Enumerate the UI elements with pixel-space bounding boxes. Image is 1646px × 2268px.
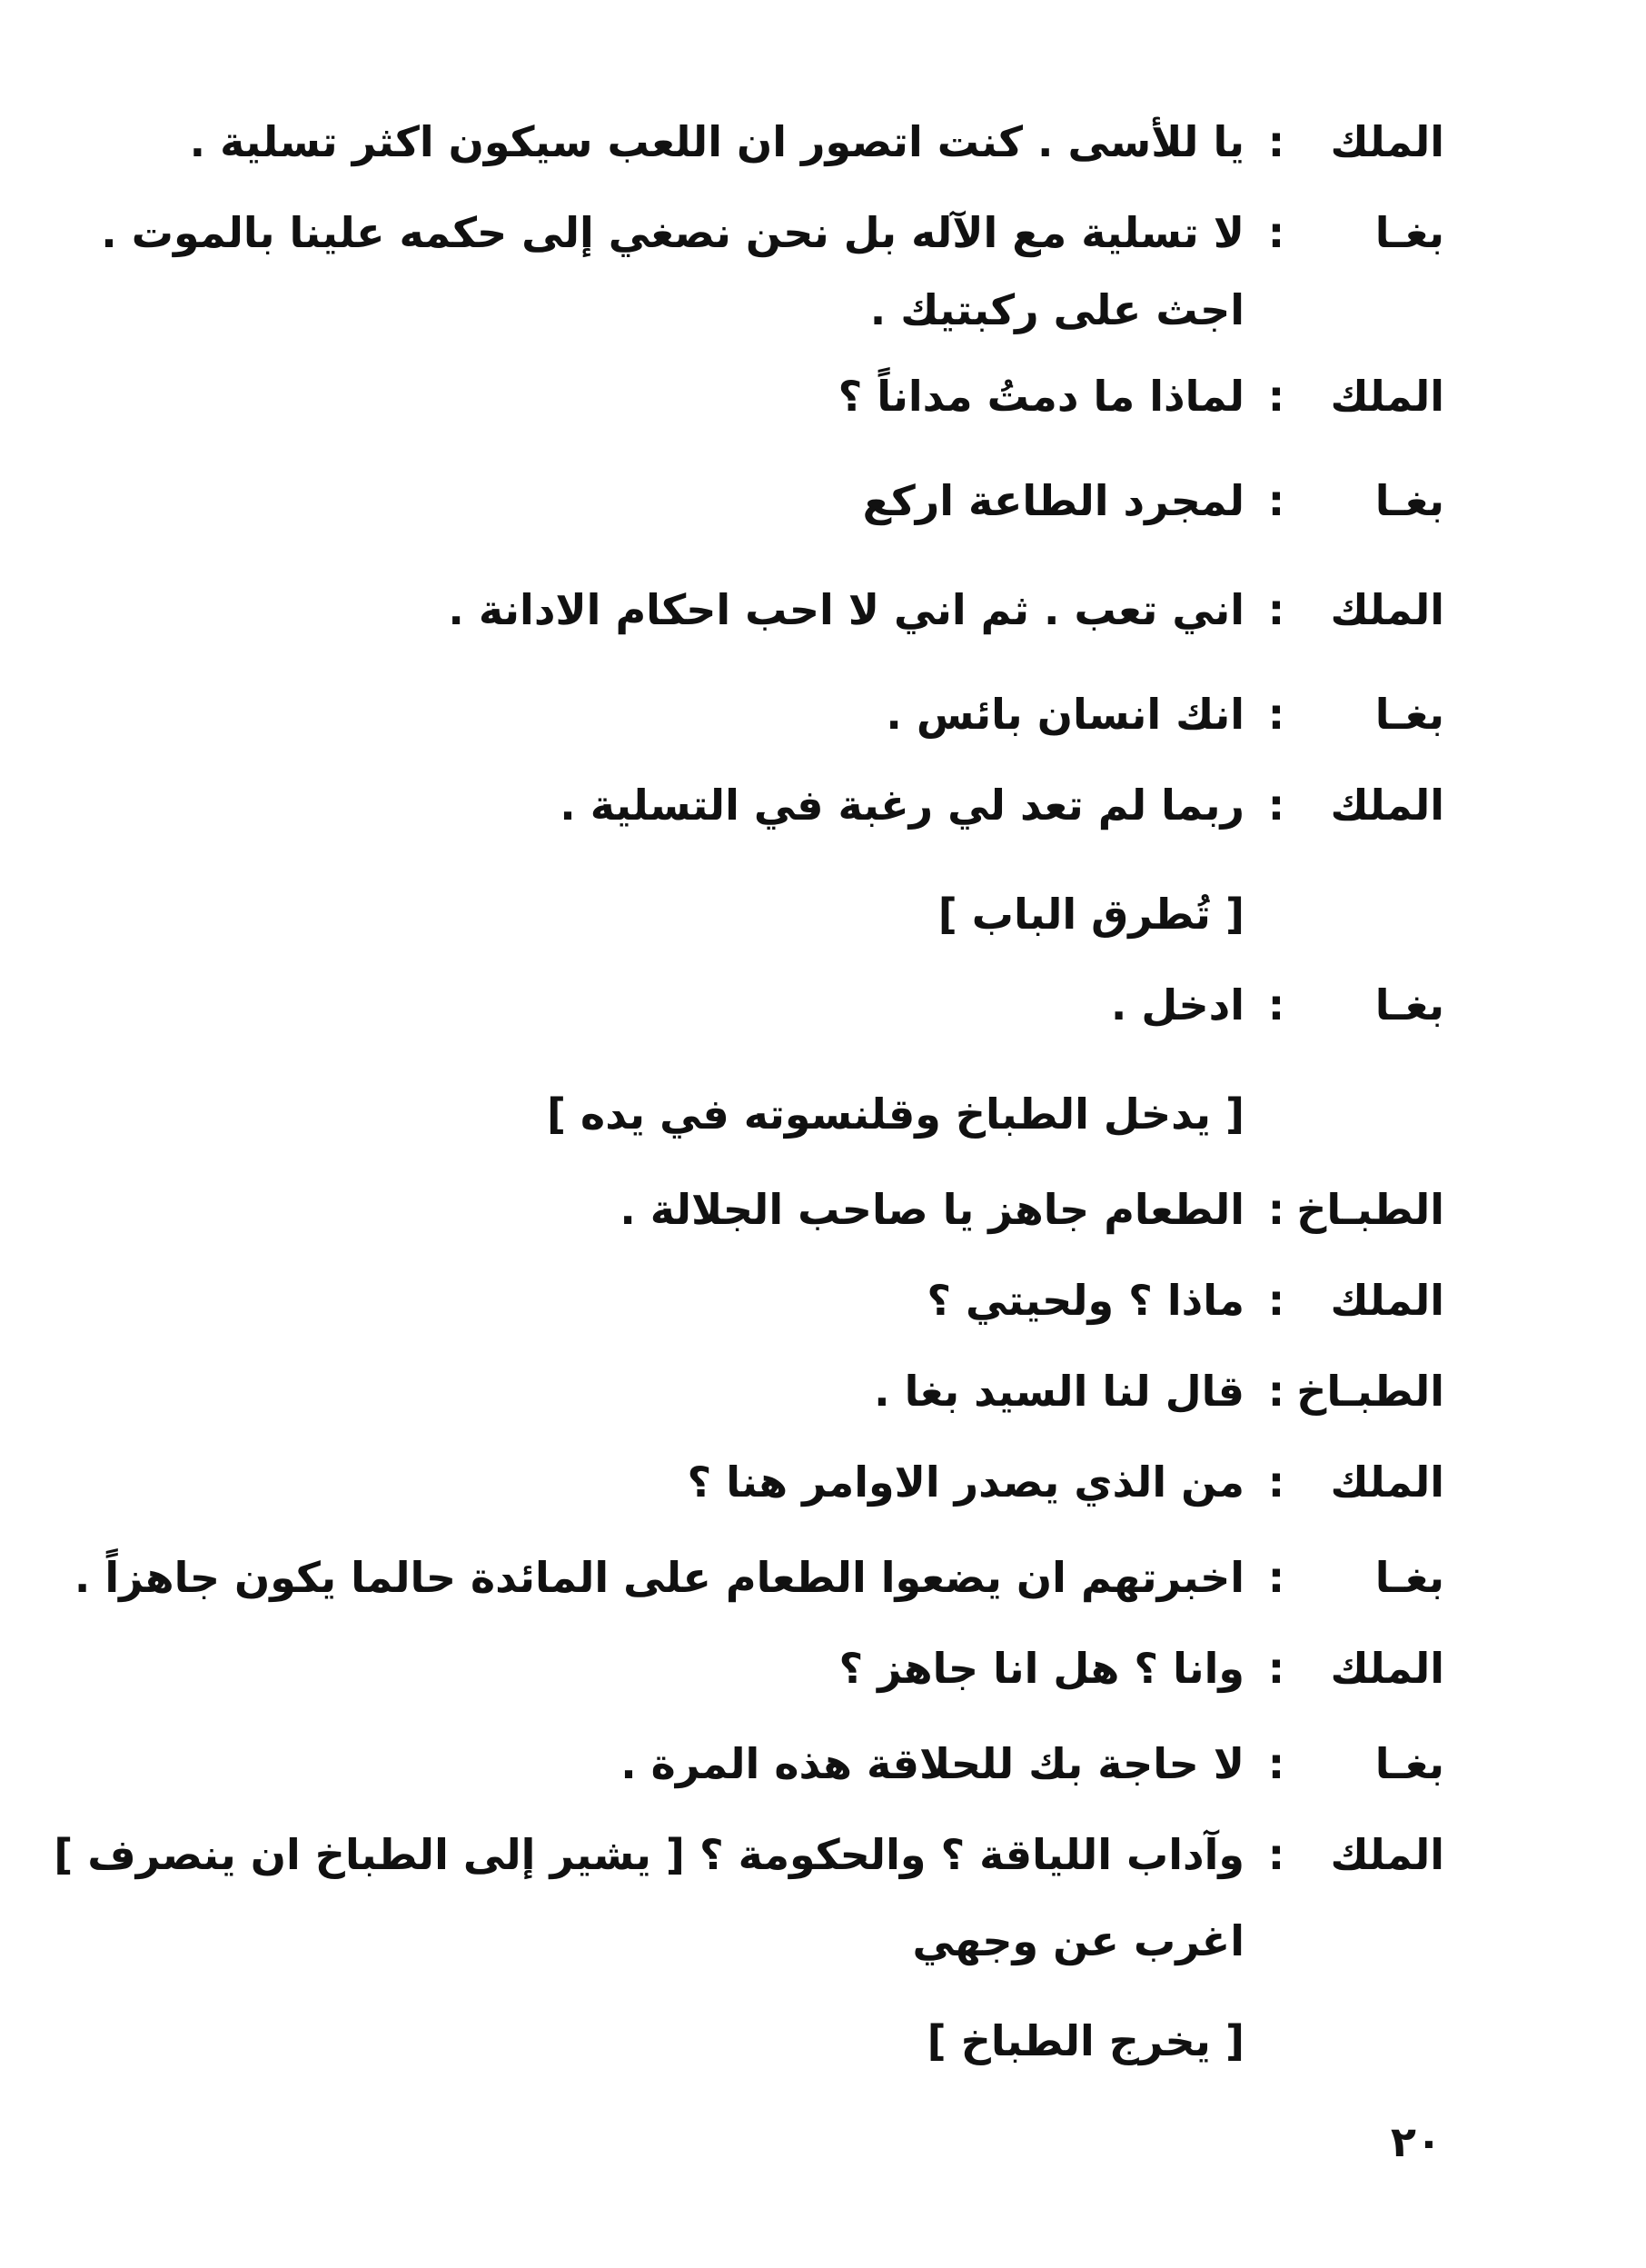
speaker-name: بغـا [1374, 208, 1444, 257]
stage-direction-text: [ يخرج الطباخ ] [927, 2016, 1244, 2065]
dialogue-line [838, 1626, 1444, 1710]
speech-text: لا تسلية مع الآله بل نحن نصغي إلى حكمه علينا بالموت . [101, 208, 1244, 257]
dialogue-line [688, 1440, 1444, 1524]
speaker-name: الملك [1330, 1644, 1444, 1693]
speech-text: لا حاجة بك للحلاقة هذه المرة . [620, 1739, 1244, 1788]
speaker-name: بغـا [1374, 690, 1444, 739]
speech-text: لمجرد الطاعة اركع [862, 476, 1244, 525]
speaker-name: الملك [1330, 781, 1444, 830]
colon: : [1267, 208, 1285, 257]
colon: : [1267, 1830, 1285, 1879]
dialogue-line [1111, 963, 1444, 1047]
dialogue-line [101, 191, 1444, 274]
continuation-line [870, 268, 1244, 352]
stage-direction-text: [ يدخل الطباخ وقلنسوته في يده ] [547, 1089, 1244, 1139]
speaker-name: الطبـاخ [1296, 1367, 1444, 1416]
speech-text: اخبرتهم ان يضعوا الطعام على المائدة حالما يكون جاهزاً . [74, 1553, 1244, 1602]
colon: : [1267, 585, 1285, 634]
colon: : [1267, 1644, 1285, 1693]
speech-text: لماذا ما دمتُ مداناً ؟ [838, 372, 1244, 421]
speech-text: اجث على ركبتيك . [869, 285, 1244, 334]
dialogue-line [863, 459, 1444, 542]
dialogue-line [448, 568, 1444, 652]
dialogue-line [838, 354, 1444, 438]
speech-text: يا للأسى . كنت اتصور ان اللعب سيكون اكثر تسلية . [189, 117, 1244, 166]
speech-text: من الذي يصدر الاوامر هنا ؟ [687, 1457, 1244, 1507]
speaker-name: الملك [1330, 1457, 1444, 1507]
speaker-name: بغـا [1374, 476, 1444, 525]
stage-direction [927, 1999, 1244, 2083]
page-number: ٢٠ [1390, 2117, 1442, 2166]
speaker-name: الملك [1330, 117, 1444, 166]
speaker-name: بغـا [1374, 1553, 1444, 1602]
colon: : [1267, 690, 1285, 739]
speaker-name: الملك [1330, 585, 1444, 634]
speech-text: اني تعب . ثم اني لا احب احكام الادانة . [448, 585, 1244, 634]
speech-text: وانا ؟ هل انا جاهز ؟ [838, 1644, 1244, 1693]
stage-direction-text: [ تُطرق الباب ] [937, 890, 1244, 939]
dialogue-line [54, 1813, 1444, 1896]
speech-text: الطعام جاهز يا صاحب الجلالة . [620, 1185, 1244, 1234]
dialogue-line [886, 672, 1444, 756]
colon: : [1267, 1739, 1285, 1788]
speaker-name: بغـا [1374, 980, 1444, 1030]
colon: : [1267, 781, 1285, 830]
continuation-line [912, 1899, 1244, 1983]
speech-text: اغرب عن وجهي [912, 1916, 1244, 1965]
stage-direction [938, 872, 1244, 956]
colon: : [1267, 1457, 1285, 1507]
dialogue-line [190, 100, 1444, 184]
speaker-name: الملك [1330, 1830, 1444, 1879]
speech-text: ماذا ؟ ولحيتي ؟ [927, 1276, 1244, 1325]
dialogue-line [874, 1349, 1444, 1433]
colon: : [1267, 476, 1285, 525]
dialogue-line [74, 1536, 1444, 1619]
speaker-name: الملك [1330, 372, 1444, 421]
speech-text: ربما لم تعد لي رغبة في التسلية . [560, 781, 1244, 830]
colon: : [1267, 1185, 1285, 1234]
colon: : [1267, 980, 1285, 1030]
dialogue-line [620, 1168, 1444, 1251]
colon: : [1267, 1276, 1285, 1325]
speech-text: انك انسان بائس . [886, 690, 1244, 739]
speech-text: وآداب اللياقة ؟ والحكومة ؟ [ يشير إلى الطباخ ان ينصرف ] [54, 1830, 1244, 1879]
speaker-name: بغـا [1374, 1739, 1444, 1788]
colon: : [1267, 372, 1285, 421]
colon: : [1267, 1367, 1285, 1416]
speech-text: ادخل . [1110, 980, 1244, 1030]
speaker-name: الملك [1330, 1276, 1444, 1325]
colon: : [1267, 1553, 1285, 1602]
colon: : [1267, 117, 1285, 166]
dialogue-line [927, 1258, 1444, 1342]
stage-direction [547, 1072, 1244, 1156]
dialogue-line [620, 1722, 1444, 1805]
speech-text: قال لنا السيد بغا . [874, 1367, 1244, 1416]
speaker-name: الطبـاخ [1296, 1185, 1444, 1234]
dialogue-line [560, 763, 1444, 847]
